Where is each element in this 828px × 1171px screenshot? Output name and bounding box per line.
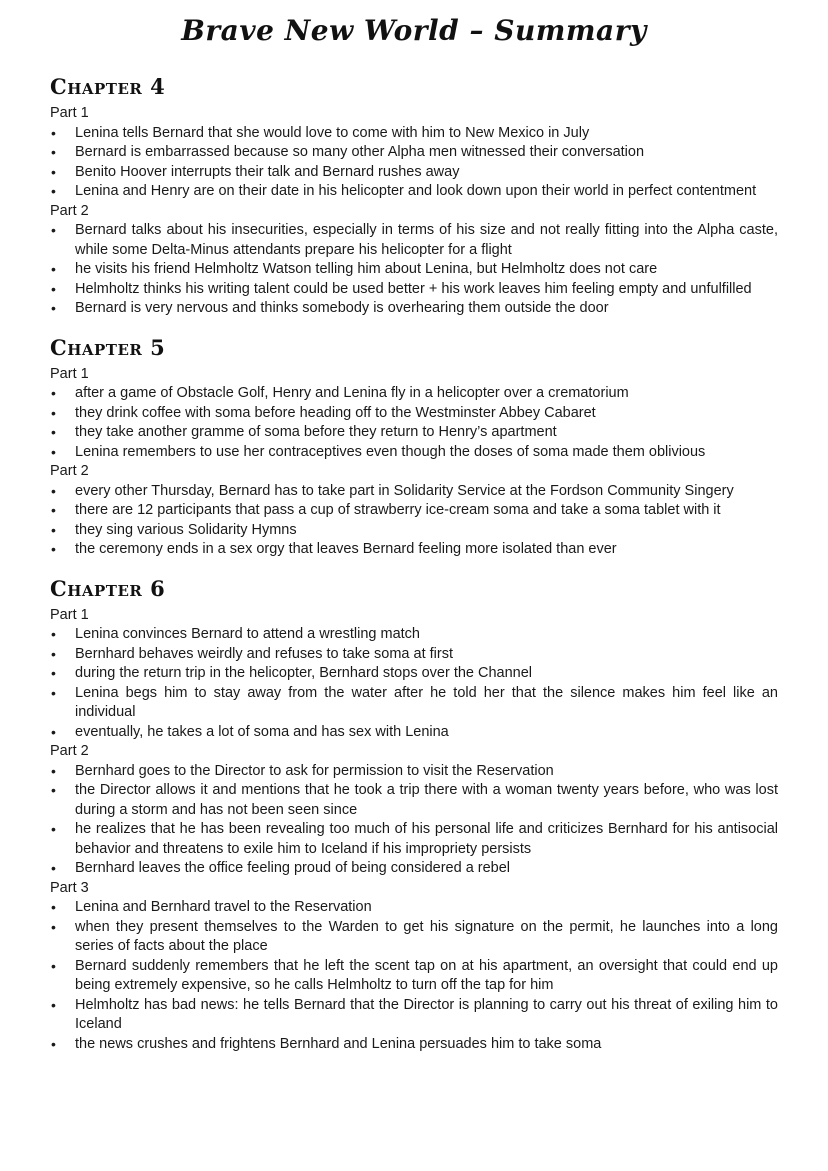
- part-label: Part 1: [50, 105, 89, 121]
- bullet-item: • Benito Hoover interrupts their talk and Bernard rushes away: [50, 163, 778, 183]
- bullet-item: • Bernhard behaves weirdly and refuses to take soma at first: [50, 645, 778, 665]
- bullet-item: • Lenina tells Bernard that she would love to come with him to New Mexico in July: [50, 124, 778, 144]
- bullet-item: • the ceremony ends in a sex orgy that leaves Bernard feeling more isolated than ever: [50, 540, 778, 560]
- part-label: Part 1: [50, 365, 89, 382]
- bullet-item: • Bernard is very nervous and thinks somebody is overhearing them outside the door: [50, 299, 778, 319]
- chapter-heading: Chapter 5: [50, 334, 166, 360]
- part-label: Part 3: [50, 879, 89, 896]
- chapter-section: [50, 70, 778, 319]
- chapter-section: [50, 331, 778, 560]
- bullet-item: • Bernard is embarrassed because so many other Alpha men witnessed their conversation: [50, 143, 778, 163]
- bullet-item: • Bernard talks about his insecurities, especially in terms of his size and not really fitting into the Alpha caste, while some Delta-Minus attendants prepare his helicopter for a flight: [50, 221, 778, 260]
- bullet-item: • every other Thursday, Bernard has to take part in Solidarity Service at the Fordson Community Singery: [50, 482, 778, 502]
- bullet-list: [50, 762, 778, 879]
- bullet-item: • they sing various Solidarity Hymns: [50, 521, 778, 541]
- chapter-section: [50, 572, 778, 1055]
- document-title: Brave New World – Summary: [181, 14, 647, 47]
- part-label: Part 2: [50, 463, 89, 479]
- bullet-item: • eventually, he takes a lot of soma and has sex with Lenina: [50, 723, 778, 743]
- bullet-item: • Bernhard leaves the office feeling proud of being considered a rebel: [50, 859, 778, 879]
- bullet-item: • Helmholtz thinks his writing talent could be used better + his work leaves him feeling empty and unfulfilled: [50, 280, 778, 300]
- bullet-list: [50, 625, 778, 742]
- bullet-item: • Bernhard goes to the Director to ask for permission to visit the Reservation: [50, 762, 778, 782]
- chapter-heading: Chapter 4: [50, 74, 166, 99]
- bullet-item: • Lenina begs him to stay away from the water after he told her that the silence makes him feel like an individual: [50, 684, 778, 723]
- bullet-list: [50, 384, 778, 462]
- bullet-item: • Lenina and Henry are on their date in his helicopter and look down upon their world in perfect contentment: [50, 182, 778, 202]
- bullet-item: • they take another gramme of soma before they return to Henry’s apartment: [50, 423, 778, 443]
- bullet-item: • Lenina convinces Bernard to attend a wrestling match: [50, 625, 778, 645]
- bullet-list: [50, 124, 778, 202]
- bullet-item: • Lenina and Bernhard travel to the Reservation: [50, 898, 778, 918]
- bullet-item: • Bernard suddenly remembers that he left the scent tap on at his apartment, an oversight that could end up being extremely expensive, so he calls Helmholtz to turn off the tap for him: [50, 957, 778, 996]
- part-label: Part 2: [50, 202, 89, 219]
- bullet-item: • Helmholtz has bad news: he tells Bernard that the Director is planning to carry out his threat of exiling him to Iceland: [50, 996, 778, 1035]
- bullet-list: [50, 898, 778, 1054]
- bullet-item: • Lenina remembers to use her contraceptives even though the doses of soma made them oblivious: [50, 443, 778, 463]
- bullet-item: • the Director allows it and mentions that he took a trip there with a woman twenty years before, who was lost during a storm and has not been seen since: [50, 781, 778, 820]
- document-body: [50, 70, 778, 1054]
- bullet-item: • there are 12 participants that pass a cup of strawberry ice-cream soma and take a soma tablet with it: [50, 501, 778, 521]
- bullet-item: • he realizes that he has been revealing too much of his personal life and criticizes Bernhard for his antisocial behavior and threatens to exile him to Iceland if his impropriety persists: [50, 820, 778, 859]
- bullet-item: • after a game of Obstacle Golf, Henry and Lenina fly in a helicopter over a crematorium: [50, 384, 778, 404]
- bullet-item: • when they present themselves to the Warden to get his signature on the permit, he launches into a long series of facts about the place: [50, 918, 778, 957]
- part-label: Part 1: [50, 606, 89, 623]
- bullet-list: [50, 221, 778, 319]
- chapter-heading: Chapter 6: [50, 575, 166, 601]
- bullet-item: • the news crushes and frightens Bernhard and Lenina persuades him to take soma: [50, 1035, 778, 1055]
- part-label: Part 2: [50, 743, 89, 759]
- bullet-list: [50, 482, 778, 560]
- bullet-item: • during the return trip in the helicopter, Bernhard stops over the Channel: [50, 664, 778, 684]
- bullet-item: • he visits his friend Helmholtz Watson telling him about Lenina, but Helmholtz does not care: [50, 260, 778, 280]
- bullet-item: • they drink coffee with soma before heading off to the Westminster Abbey Cabaret: [50, 404, 778, 424]
